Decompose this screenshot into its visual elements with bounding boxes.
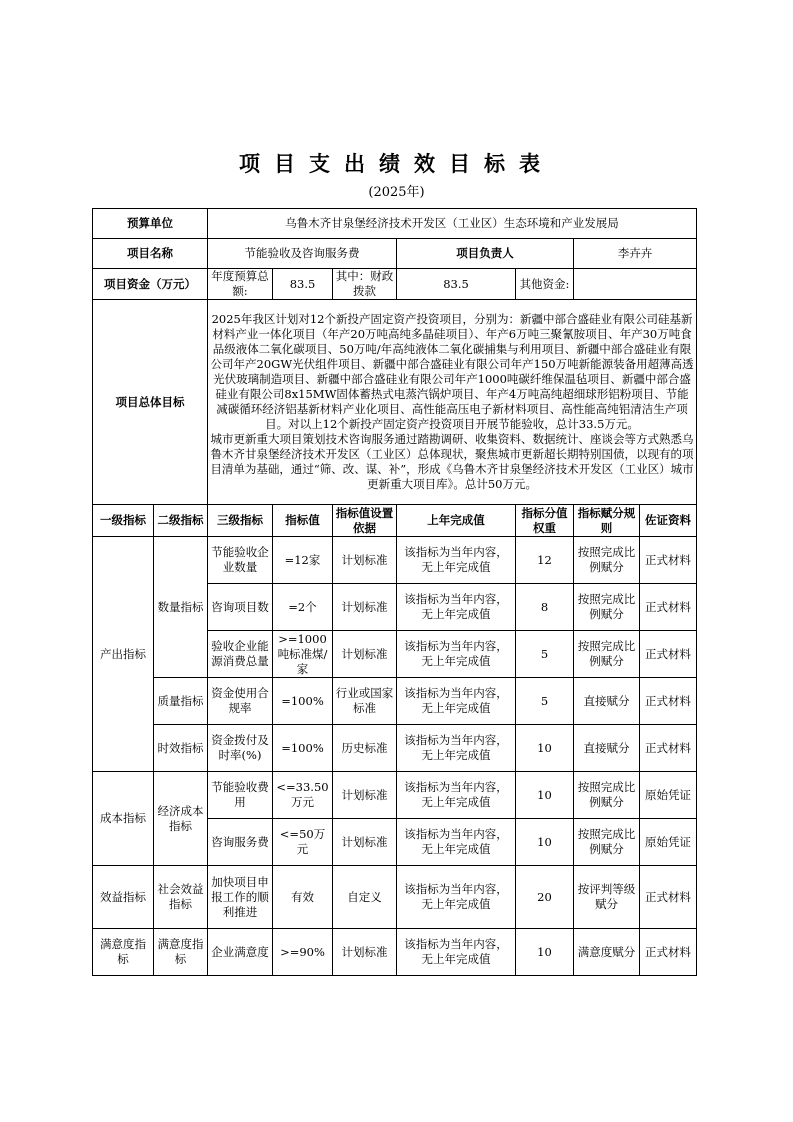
group-satisfaction: 满意度指标 xyxy=(93,929,154,976)
annual-budget-value: 83.5 xyxy=(273,269,333,300)
cell-last-year: 该指标为当年内容，无上年完成值 xyxy=(397,678,516,725)
cell-evidence: 正式材料 xyxy=(640,725,697,772)
cell-value: <=50万元 xyxy=(273,819,333,866)
group-satisfaction-sub: 满意度指标 xyxy=(154,929,208,976)
table-row xyxy=(93,678,697,725)
cell-evidence: 原始凭证 xyxy=(640,772,697,819)
cell-weight: 5 xyxy=(516,678,574,725)
cell-weight: 10 xyxy=(516,772,574,819)
funds-row xyxy=(93,269,697,300)
unit-row xyxy=(93,209,697,239)
col-scoring: 指标赋分规则 xyxy=(574,505,640,537)
cell-weight: 10 xyxy=(516,725,574,772)
project-name-row xyxy=(93,239,697,269)
cell-evidence: 正式材料 xyxy=(640,537,697,584)
cell-scoring: 按评判等级赋分 xyxy=(574,866,640,929)
cell-scoring: 按照完成比例赋分 xyxy=(574,772,640,819)
other-funds-value xyxy=(574,269,697,300)
group-output-quality: 质量指标 xyxy=(154,678,208,725)
col-value: 指标值 xyxy=(273,505,333,537)
column-header-row xyxy=(93,505,697,537)
cell-scoring: 按照完成比例赋分 xyxy=(574,584,640,631)
cell-last-year: 该指标为当年内容，无上年完成值 xyxy=(397,866,516,929)
table-row xyxy=(93,772,697,819)
cell-scoring: 按照完成比例赋分 xyxy=(574,537,640,584)
cell-value: >=1000吨标准煤/家 xyxy=(273,631,333,678)
cell-level3: 验收企业能源消费总量 xyxy=(208,631,273,678)
cell-basis: 计划标准 xyxy=(333,929,397,976)
cell-value: =12家 xyxy=(273,537,333,584)
cell-basis: 历史标准 xyxy=(333,725,397,772)
cell-basis: 自定义 xyxy=(333,866,397,929)
cell-basis: 行业或国家标准 xyxy=(333,678,397,725)
cell-level3: 资金拨付及时率(%) xyxy=(208,725,273,772)
cell-evidence: 正式材料 xyxy=(640,929,697,976)
goal-row xyxy=(93,300,697,505)
cell-weight: 20 xyxy=(516,866,574,929)
table-row xyxy=(93,866,697,929)
cell-last-year: 该指标为当年内容，无上年完成值 xyxy=(397,725,516,772)
group-output-timeliness: 时效指标 xyxy=(154,725,208,772)
cell-scoring: 满意度赋分 xyxy=(574,929,640,976)
cell-weight: 12 xyxy=(516,537,574,584)
fiscal-label: 其中：财政拨款 xyxy=(333,269,397,300)
cell-evidence: 正式材料 xyxy=(640,631,697,678)
goal-label: 项目总体目标 xyxy=(93,300,208,505)
cell-last-year: 该指标为当年内容，无上年完成值 xyxy=(397,819,516,866)
cell-basis: 计划标准 xyxy=(333,584,397,631)
cell-last-year: 该指标为当年内容，无上年完成值 xyxy=(397,584,516,631)
page-title: 项目支出绩效目标表 xyxy=(239,151,554,176)
cell-evidence: 正式材料 xyxy=(640,584,697,631)
cell-scoring: 直接赋分 xyxy=(574,678,640,725)
cell-value: =100% xyxy=(273,678,333,725)
cell-value: >=90% xyxy=(273,929,333,976)
page-year: (2025年) xyxy=(368,185,425,200)
cell-level3: 企业满意度 xyxy=(208,929,273,976)
cell-basis: 计划标准 xyxy=(333,537,397,584)
group-benefit-social: 社会效益指标 xyxy=(154,866,208,929)
cell-scoring: 按照完成比例赋分 xyxy=(574,631,640,678)
col-level3: 三级指标 xyxy=(208,505,273,537)
unit-label: 预算单位 xyxy=(93,209,208,239)
project-name-label: 项目名称 xyxy=(93,239,208,269)
fiscal-value: 83.5 xyxy=(397,269,516,300)
annual-budget-label: 年度预算总额: xyxy=(208,269,273,300)
performance-table xyxy=(92,208,697,976)
cell-evidence: 原始凭证 xyxy=(640,819,697,866)
col-level1: 一级指标 xyxy=(93,505,154,537)
cell-scoring: 直接赋分 xyxy=(574,725,640,772)
project-name-value: 节能验收及咨询服务费 xyxy=(208,239,397,269)
group-output: 产出指标 xyxy=(93,537,154,772)
cell-weight: 5 xyxy=(516,631,574,678)
col-basis: 指标值设置依据 xyxy=(333,505,397,537)
cell-weight: 10 xyxy=(516,929,574,976)
cell-value: 有效 xyxy=(273,866,333,929)
cell-level3: 咨询项目数 xyxy=(208,584,273,631)
cell-last-year: 该指标为当年内容，无上年完成值 xyxy=(397,631,516,678)
cell-level3: 加快项目申报工作的顺利推进 xyxy=(208,866,273,929)
col-evidence: 佐证资料 xyxy=(640,505,697,537)
group-cost-economic: 经济成本指标 xyxy=(154,772,208,866)
cell-last-year: 该指标为当年内容，无上年完成值 xyxy=(397,537,516,584)
goal-text xyxy=(208,300,697,505)
cell-level3: 节能验收企业数量 xyxy=(208,537,273,584)
cell-evidence: 正式材料 xyxy=(640,866,697,929)
unit-value: 乌鲁木齐甘泉堡经济技术开发区（工业区）生态环境和产业发展局 xyxy=(208,209,697,239)
cell-value: <=33.50万元 xyxy=(273,772,333,819)
col-weight: 指标分值权重 xyxy=(516,505,574,537)
cell-last-year: 该指标为当年内容，无上年完成值 xyxy=(397,772,516,819)
group-benefit: 效益指标 xyxy=(93,866,154,929)
cell-evidence: 正式材料 xyxy=(640,678,697,725)
cell-basis: 计划标准 xyxy=(333,631,397,678)
cell-weight: 10 xyxy=(516,819,574,866)
table-row xyxy=(93,537,697,584)
cell-last-year: 该指标为当年内容，无上年完成值 xyxy=(397,929,516,976)
funds-label: 项目资金（万元） xyxy=(93,269,208,300)
manager-value: 李卉卉 xyxy=(574,239,697,269)
cell-level3: 资金使用合规率 xyxy=(208,678,273,725)
manager-label: 项目负责人 xyxy=(397,239,574,269)
goal-paragraph-2: 城市更新重大项目策划技术咨询服务通过踏勘调研、收集资料、数据统计、座谈会等方式熟悉乌鲁木齐甘泉堡经济技术开发区（工业区）总体现状，聚焦城市更新超长期特别国债，以现有的项目清单为基础，通过“筛、改、谋、补”，形成《乌鲁木齐甘泉堡经济技术开发区（工业区）城市更新重大项目库》。总计50万元。 xyxy=(210,432,694,491)
cell-value: =100% xyxy=(273,725,333,772)
cell-basis: 计划标准 xyxy=(333,819,397,866)
col-last-year: 上年完成值 xyxy=(397,505,516,537)
table-row xyxy=(93,725,697,772)
cell-level3: 咨询服务费 xyxy=(208,819,273,866)
cell-weight: 8 xyxy=(516,584,574,631)
col-level2: 二级指标 xyxy=(154,505,208,537)
goal-paragraph-1: 2025年我区计划对12个新投产固定资产投资项目，分别为：新疆中部合盛硅业有限公司硅基新材料产业一体化项目（年产20万吨高纯多晶硅项目）、年产6万吨三聚氰胺项目、年产30万吨食品级液体二氧化碳项目、50万吨/年高纯液体二氧化碳捕集与利用项目、新疆中部合盛硅业有限公司年产20GW光伏组件项目、新疆中部合盛硅业有限公司年产150万吨新能源装备用超薄高透光伏玻璃制造项目、新疆中部合盛硅业有限公司年产1000吨碳纤维保温毡项目、新疆中部合盛硅业有限公司8x15MW固体蓄热式电蒸汽锅炉项目、年产4万吨高纯超细球形铝粉项目、节能减碳循环经济铝基新材料产业化项目、高性能高压电子新材料项目、高性能高纯铝清洁生产项目。对以上12个新投产固定资产投资项目开展节能验收，总计33.5万元。 xyxy=(210,312,694,431)
cell-value: =2个 xyxy=(273,584,333,631)
other-funds-label: 其他资金: xyxy=(516,269,574,300)
cell-level3: 节能验收费用 xyxy=(208,772,273,819)
group-output-quantity: 数量指标 xyxy=(154,537,208,678)
cell-scoring: 按照完成比例赋分 xyxy=(574,819,640,866)
group-cost: 成本指标 xyxy=(93,772,154,866)
cell-basis: 计划标准 xyxy=(333,772,397,819)
table-row xyxy=(93,929,697,976)
